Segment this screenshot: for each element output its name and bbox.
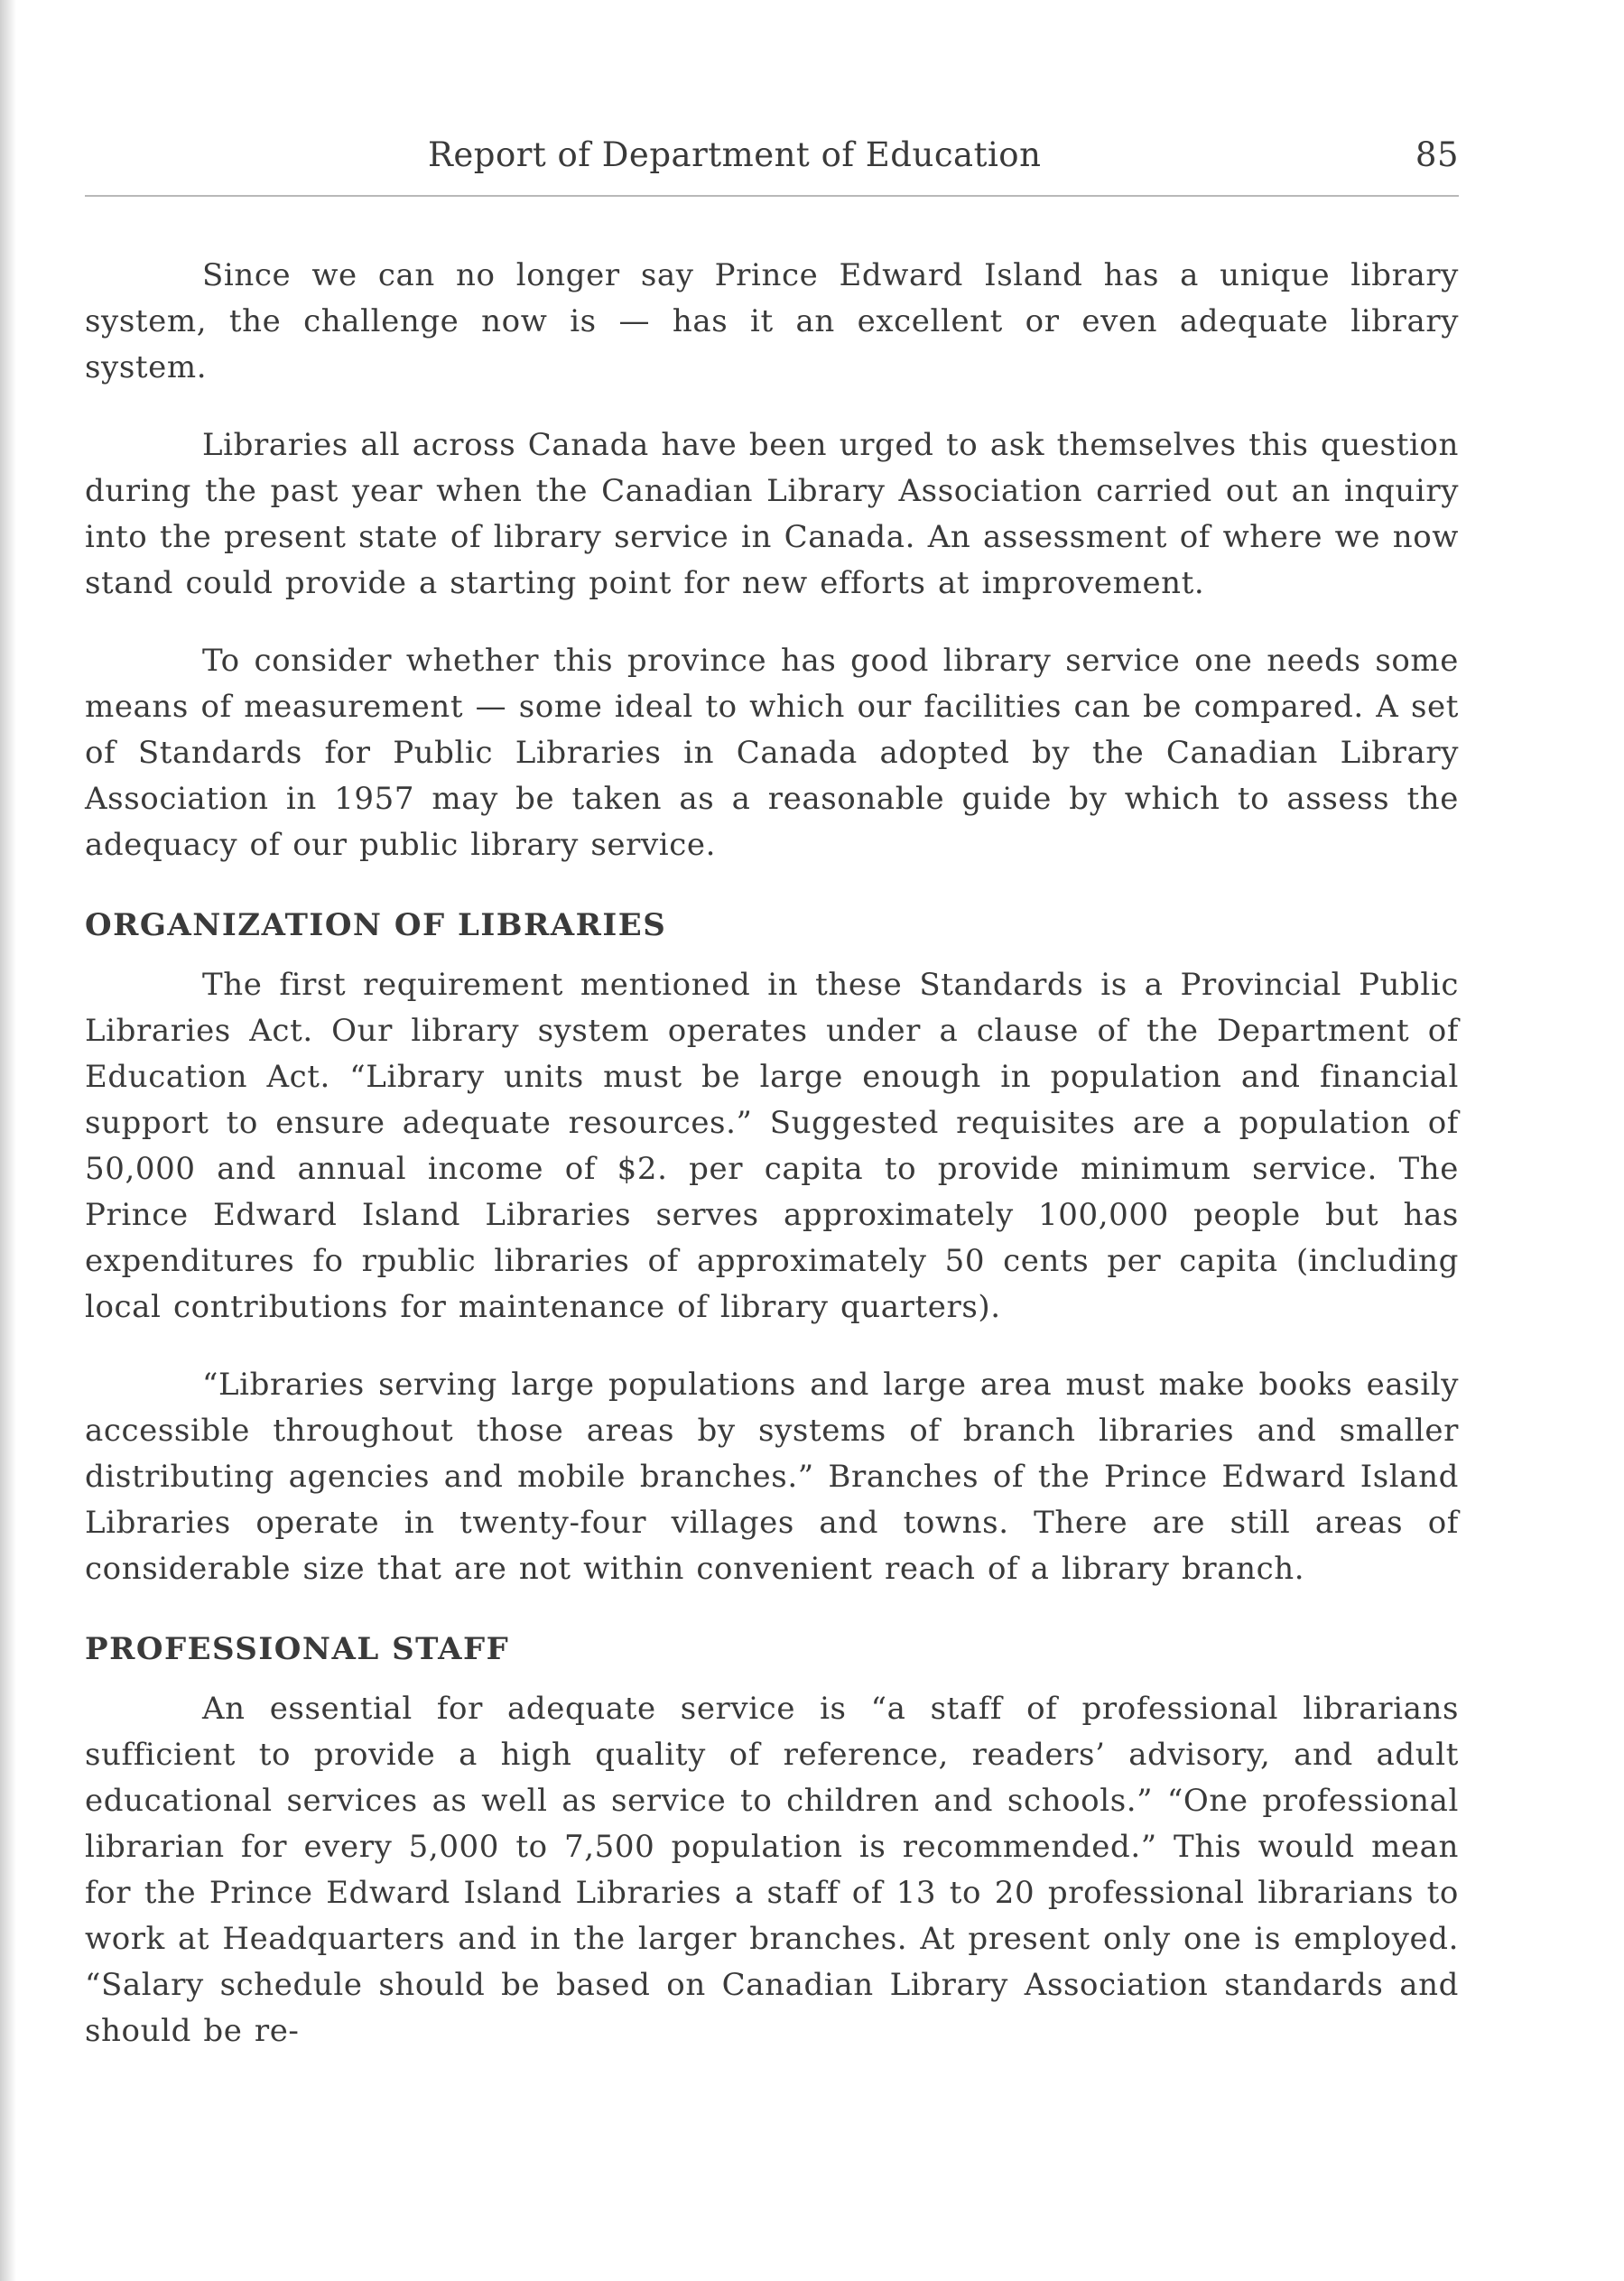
- running-header-title: Report of Department of Education: [428, 135, 1042, 174]
- section-heading-professional-staff: PROFESSIONAL STAFF: [85, 1631, 510, 1667]
- intro-paragraph-2: Libraries all across Canada have been urged to ask themselves this question during the past year when the Canadian Library Association carried out an inquiry into the present state of library service in Canada. An assessment of where we now stand could provide a starting point for new efforts at improvement.: [85, 427, 1459, 601]
- professional-staff-paragraph-1: An essential for adequate service is “a staff of professional librarians sufficient to provide a high quality of reference, readers’ advisory, and adult educational services as well as service to children and schools.” “One professional librarian for every 5,000 to 7,500 population is recommended.” This would mean for the Prince Edward Island Libraries a staff of 13 to 20 professional librarians to work at Headquarters and in the larger branches. At present only one is employed. “Salary schedule should be based on Canadian Library Association standards and should be re-: [85, 1691, 1459, 2049]
- header-rule: [85, 195, 1459, 197]
- page-number: 85: [1415, 135, 1459, 174]
- page-edge-shadow: [0, 0, 16, 2281]
- intro-paragraph-1: Since we can no longer say Prince Edward Island has a unique library system, the challenge now is — has it an excellent or even adequate library system.: [85, 257, 1459, 385]
- section-heading-organization: ORGANIZATION OF LIBRARIES: [85, 907, 667, 943]
- intro-paragraph-3: To consider whether this province has good library service one needs some means of measurement — some ideal to which our facilities can be compared. A set of Standards for Public Libraries in Canada adopted by the Canadian Library Association in 1957 may be taken as a reasonable guide by which to assess the adequacy of our public library service.: [85, 643, 1459, 863]
- document-page: [85, 135, 1459, 2054]
- organization-paragraph-2: “Libraries serving large populations and large area must make books easily accessible throughout those areas by systems of branch libraries and smaller distributing agencies and mobile branches.” Branches of the Prince Edward Island Libraries operate in twenty-four villages and towns. There are still areas of considerable size that are not within convenient reach of a library branch.: [85, 1367, 1459, 1587]
- organization-paragraph-1: The first requirement mentioned in these Standards is a Provincial Public Libraries Act. Our library system operates under a clause of the Department of Education Act. “Library units must be large enough in population and financial support to ensure adequate resources.” Suggested requisites are a population of 50,000 and annual income of $2. per capita to provide minimum service. The Prince Edward Island Libraries serves approximately 100,000 people but has expenditures fo rpublic libraries of approximately 50 cents per capita (including local contributions for maintenance of library quarters).: [85, 967, 1459, 1325]
- running-header: [85, 135, 1459, 186]
